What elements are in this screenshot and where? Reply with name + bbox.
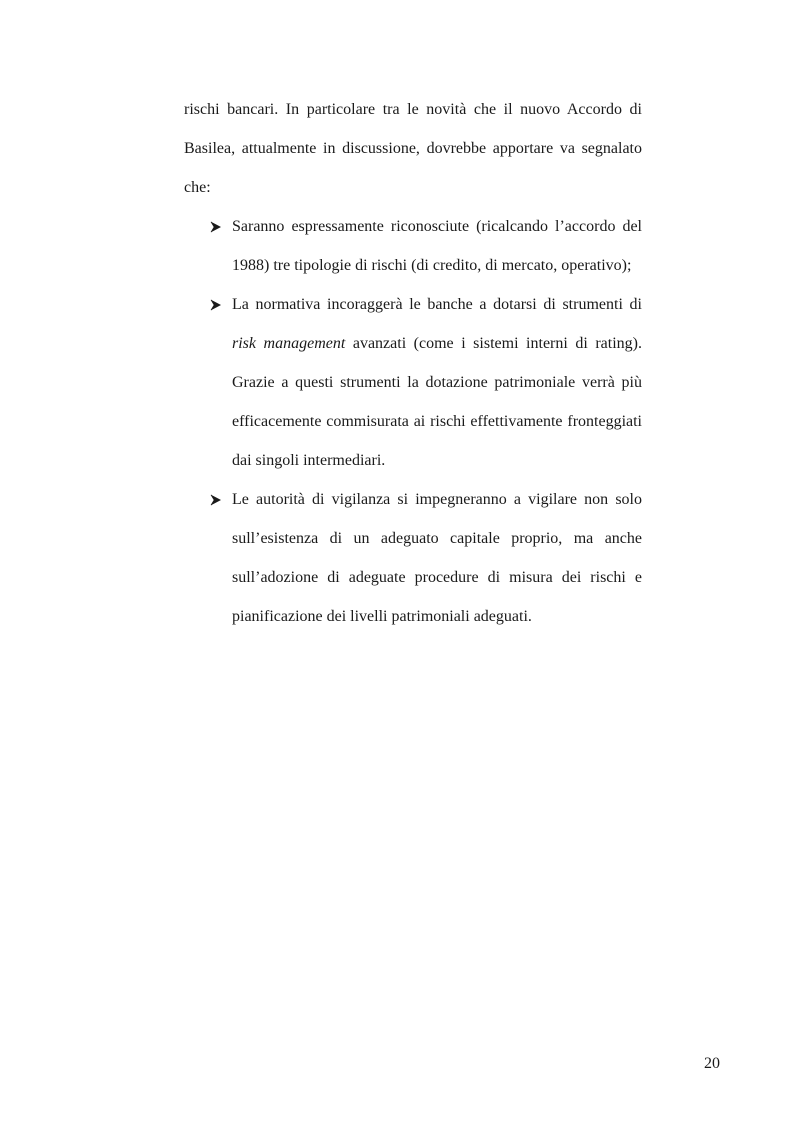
- arrow-bullet-icon: [210, 480, 224, 519]
- page-number: 20: [704, 1055, 720, 1072]
- bullet-list: [184, 207, 642, 636]
- arrow-bullet-icon: [210, 285, 224, 324]
- bullet-item: [184, 480, 642, 636]
- intro-paragraph: rischi bancari. In particolare tra le novità che il nuovo Accordo di Basilea, attualmente in discussione, dovrebbe apportare va segnalato che:: [184, 101, 642, 196]
- bullet-text: Le autorità di vigilanza si impegneranno a vigilare non solo sull’esistenza di un adeguato capitale proprio, ma anche sull’adozione di adeguate procedure di misura dei rischi e pianificazione dei livelli patrimoniali adeguati.: [232, 491, 642, 625]
- bullet-text-italic: risk management: [232, 335, 346, 352]
- body-text: [184, 90, 642, 636]
- arrow-bullet-icon: [210, 207, 224, 246]
- bullet-item: [184, 207, 642, 285]
- bullet-text: Saranno espressamente riconosciute (ricalcando l’accordo del 1988) tre tipologie di rischi (di credito, di mercato, operativo);: [232, 218, 642, 274]
- bullet-text-before: La normativa incoraggerà le banche a dotarsi di strumenti di: [232, 296, 642, 313]
- bullet-item: [184, 285, 642, 480]
- bullet-text-after: avanzati (come i sistemi interni di rating). Grazie a questi strumenti la dotazione patrimoniale verrà più efficacemente commisurata ai rischi effettivamente fronteggiati dai singoli intermediari.: [232, 335, 642, 469]
